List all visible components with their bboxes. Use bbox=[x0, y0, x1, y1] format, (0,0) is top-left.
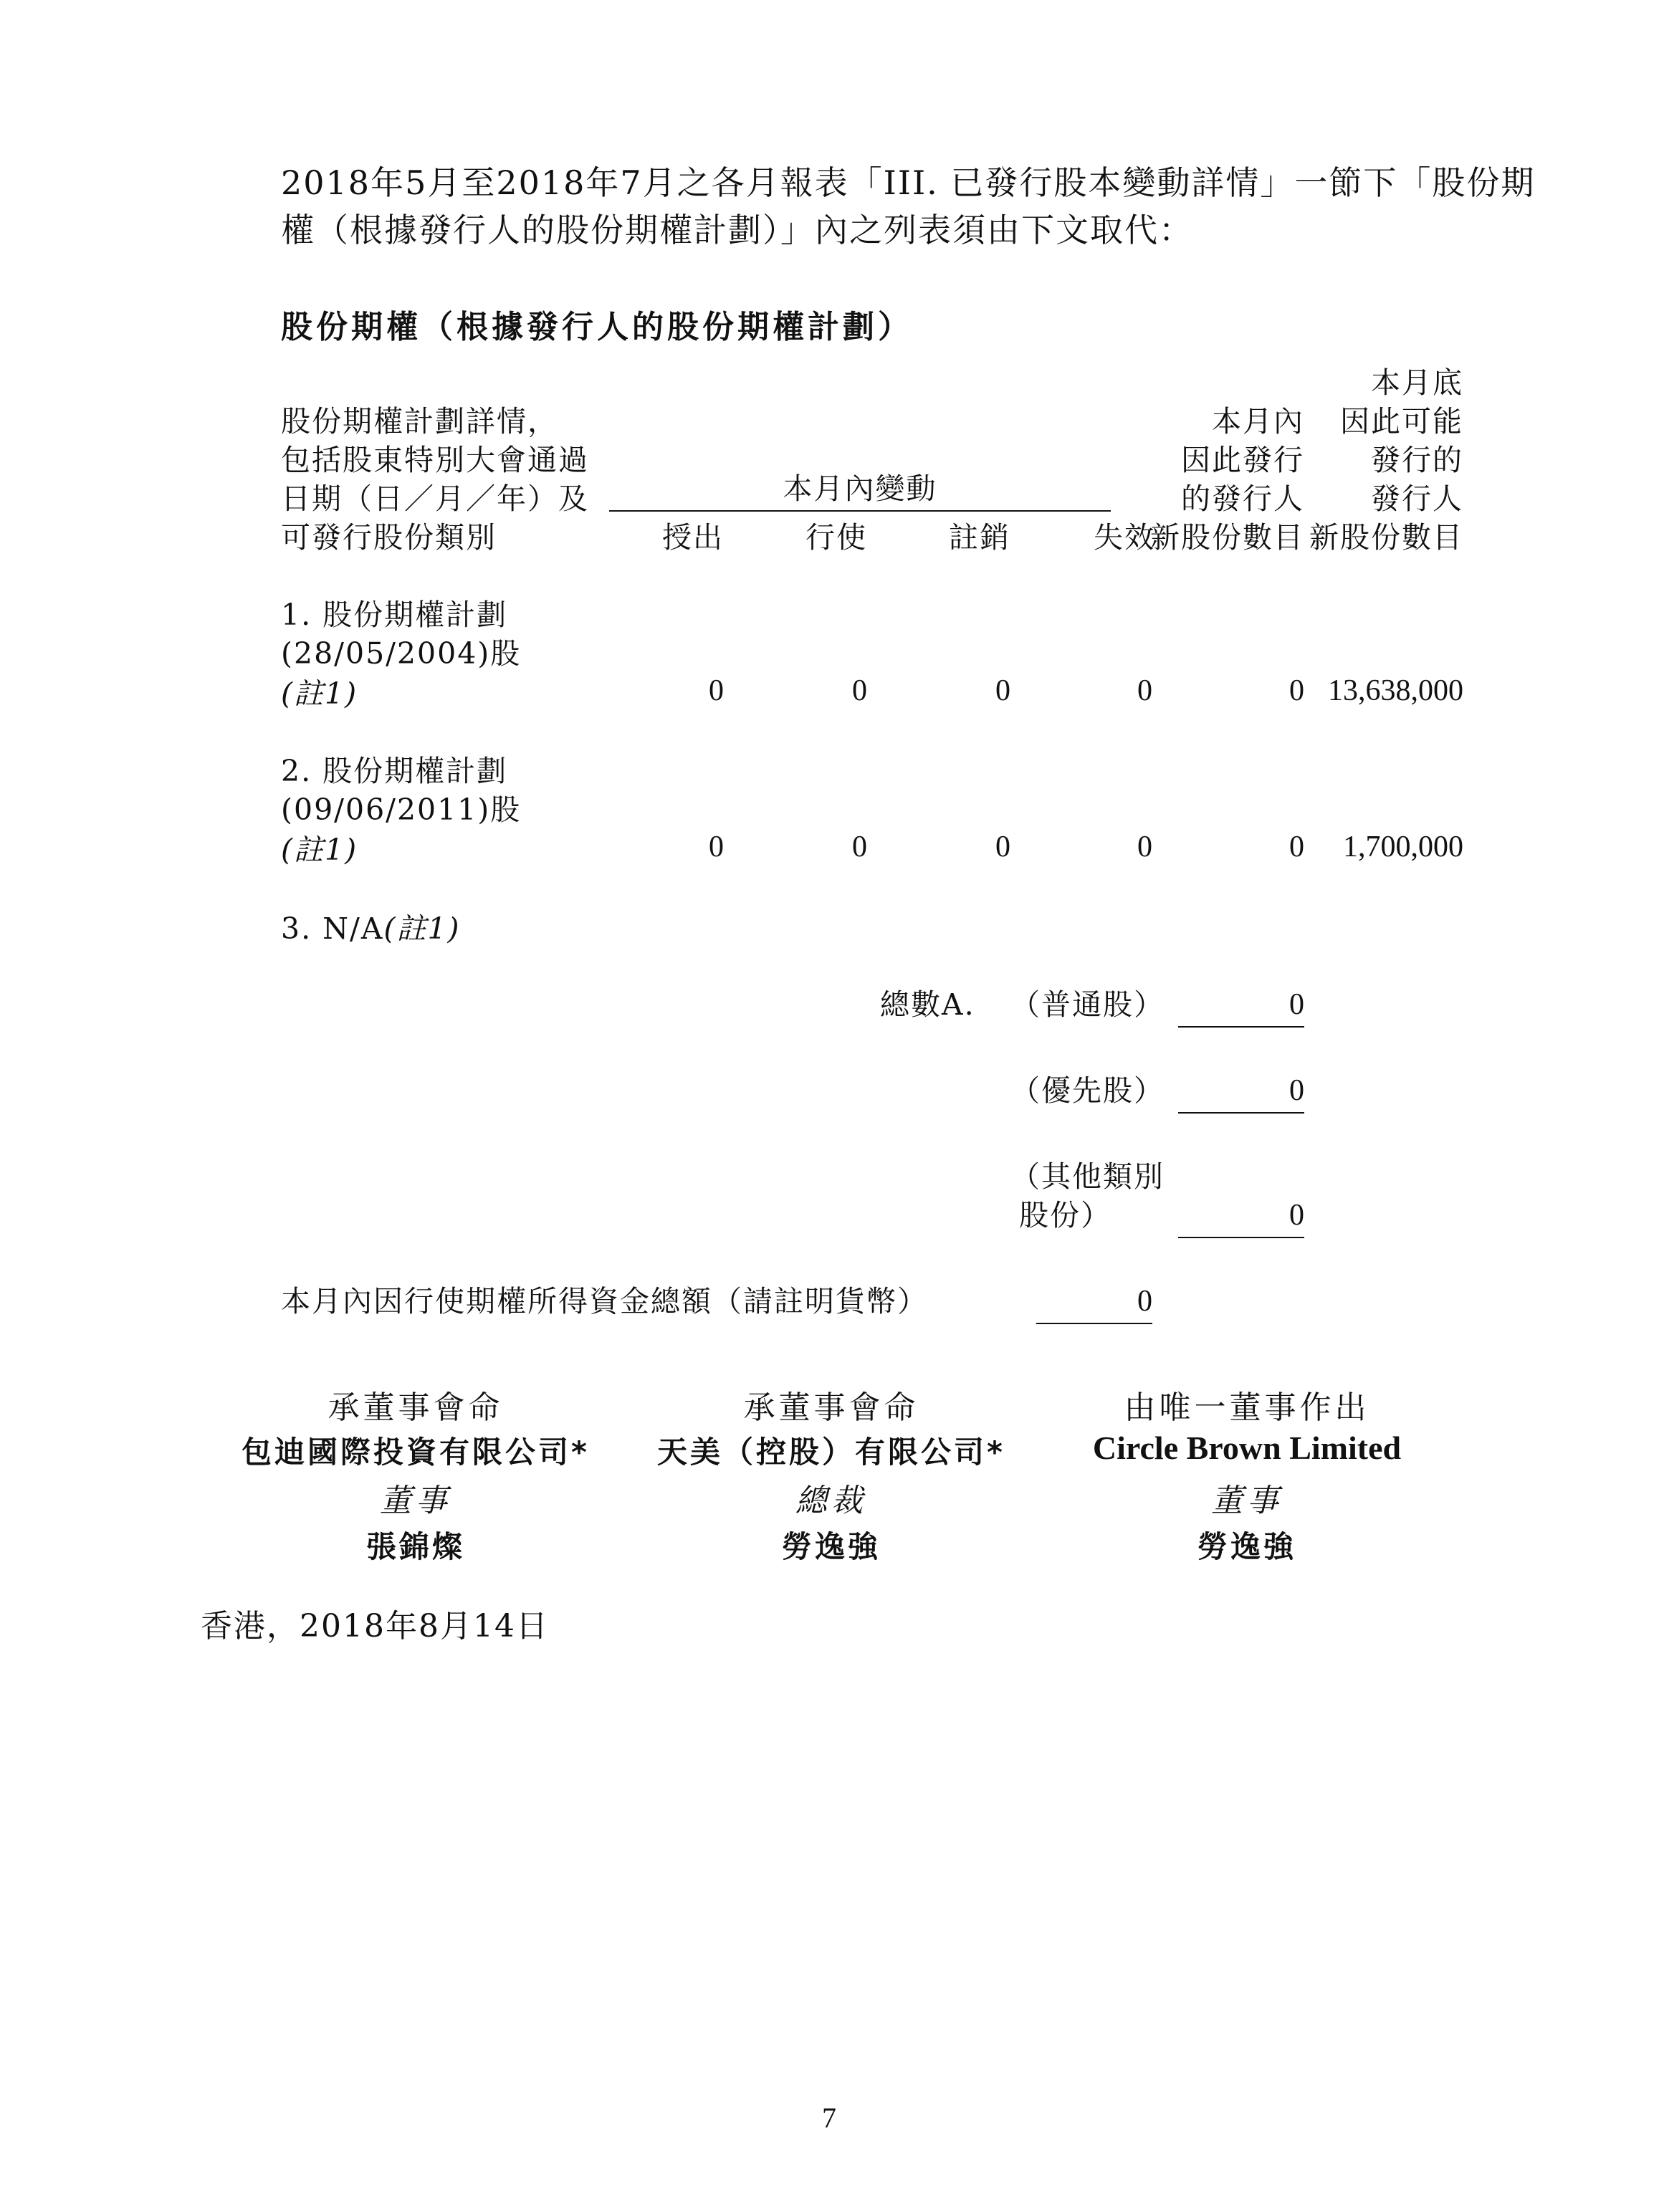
signature-1-by-order: 承董事會命 bbox=[328, 1389, 504, 1426]
row3 bbox=[281, 909, 461, 949]
row2-issued: 0 bbox=[1289, 830, 1304, 863]
total-other-label-line-2: 股份） bbox=[1019, 1198, 1111, 1232]
signature-2-name: 勞逸強 bbox=[781, 1529, 881, 1564]
header-issuable-line-3: 發行的 bbox=[1371, 443, 1463, 477]
signature-1-name: 張錦燦 bbox=[365, 1529, 465, 1564]
header-issued-line-2: 因此發行 bbox=[1181, 443, 1304, 477]
funds-underline bbox=[1036, 1323, 1152, 1324]
header-lapsed: 失效 bbox=[1094, 520, 1155, 555]
funds-value: 0 bbox=[1137, 1285, 1152, 1318]
funds-label: 本月內因行使期權所得資金總額（請註明貨幣） bbox=[281, 1284, 928, 1318]
total-ordinary-value: 0 bbox=[1289, 988, 1304, 1021]
movement-title: 本月內變動 bbox=[783, 471, 937, 506]
row1-note: (註1) bbox=[281, 676, 358, 711]
total-ordinary-underline bbox=[1178, 1026, 1304, 1028]
row2-lapsed: 0 bbox=[1137, 830, 1152, 863]
header-issuable-line-4: 發行人 bbox=[1371, 482, 1463, 516]
date-line: 香港，2018年8月14日 bbox=[201, 1608, 549, 1644]
page-number: 7 bbox=[822, 2102, 836, 2134]
section-title: 股份期權（根據發行人的股份期權計劃） bbox=[281, 309, 913, 345]
signature-2-by-order: 承董事會命 bbox=[743, 1389, 919, 1426]
signature-2-company: 天美（控股）有限公司* bbox=[657, 1435, 1005, 1470]
total-preference-underline bbox=[1178, 1112, 1304, 1114]
row1-name-line-2: (28/05/2004)股 bbox=[281, 636, 522, 671]
header-col1-line-1: 股份期權計劃詳情， bbox=[281, 404, 558, 439]
row2-note: (註1) bbox=[281, 833, 358, 867]
row2-issuable: 1,700,000 bbox=[1343, 830, 1463, 863]
signature-2-title: 總裁 bbox=[795, 1483, 867, 1519]
header-issued-line-1: 本月內 bbox=[1212, 404, 1304, 439]
movement-title-rule bbox=[609, 510, 1111, 512]
header-granted: 授出 bbox=[662, 520, 724, 555]
signature-3-company: Circle Brown Limited bbox=[1092, 1430, 1402, 1466]
signature-3-by-order: 由唯一董事作出 bbox=[1124, 1389, 1370, 1426]
total-preference-value: 0 bbox=[1289, 1074, 1304, 1107]
signature-1-title: 董事 bbox=[380, 1483, 451, 1519]
total-other-underline bbox=[1178, 1237, 1304, 1238]
header-exercised: 行使 bbox=[805, 520, 867, 555]
signature-3-title: 董事 bbox=[1211, 1483, 1283, 1519]
row1-issued: 0 bbox=[1289, 674, 1304, 707]
row1-name-line-1: 1. 股份期權計劃 bbox=[281, 598, 508, 632]
total-label: 總數A. bbox=[880, 987, 975, 1022]
signature-3-name: 勞逸強 bbox=[1197, 1529, 1296, 1564]
row2-exercised: 0 bbox=[852, 830, 867, 863]
header-issued-line-4: 新股份數目 bbox=[1150, 520, 1304, 555]
intro-line-1: 2018年5月至2018年7月之各月報表「III. 已發行股本變動詳情」一節下「股份期 bbox=[281, 163, 1536, 202]
header-issued-line-3: 的發行人 bbox=[1181, 482, 1304, 516]
row2-cancelled: 0 bbox=[995, 830, 1010, 863]
row3-note: (註1) bbox=[383, 911, 461, 946]
row1-lapsed: 0 bbox=[1137, 674, 1152, 707]
header-cancelled: 註銷 bbox=[949, 520, 1010, 555]
header-issuable-line-2: 因此可能 bbox=[1340, 404, 1463, 439]
total-other-value: 0 bbox=[1289, 1199, 1304, 1232]
row1-granted: 0 bbox=[709, 674, 724, 707]
header-col1-line-4: 可發行股份類別 bbox=[281, 520, 497, 555]
row1-issuable: 13,638,000 bbox=[1328, 674, 1463, 707]
header-issuable-line-1: 本月底 bbox=[1371, 365, 1463, 400]
total-preference-label: （優先股） bbox=[1010, 1073, 1165, 1108]
row2-name-line-2: (09/06/2011)股 bbox=[281, 793, 522, 827]
header-issuable-line-5: 新股份數目 bbox=[1309, 520, 1463, 555]
row2-granted: 0 bbox=[709, 830, 724, 863]
row1-cancelled: 0 bbox=[995, 674, 1010, 707]
row1-exercised: 0 bbox=[852, 674, 867, 707]
header-col1-line-3: 日期（日／月／年）及 bbox=[281, 482, 589, 516]
intro-line-2: 權（根據發行人的股份期權計劃）」內之列表須由下文取代： bbox=[281, 211, 1193, 249]
header-col1-line-2: 包括股東特別大會通過 bbox=[281, 443, 589, 477]
signature-1-company: 包迪國際投資有限公司* bbox=[242, 1435, 590, 1470]
row3-name: 3. N/A bbox=[281, 911, 384, 946]
row2-name-line-1: 2. 股份期權計劃 bbox=[281, 754, 508, 788]
total-other-label-line-1: （其他類別 bbox=[1010, 1159, 1165, 1194]
total-ordinary-label: （普通股） bbox=[1010, 987, 1165, 1022]
